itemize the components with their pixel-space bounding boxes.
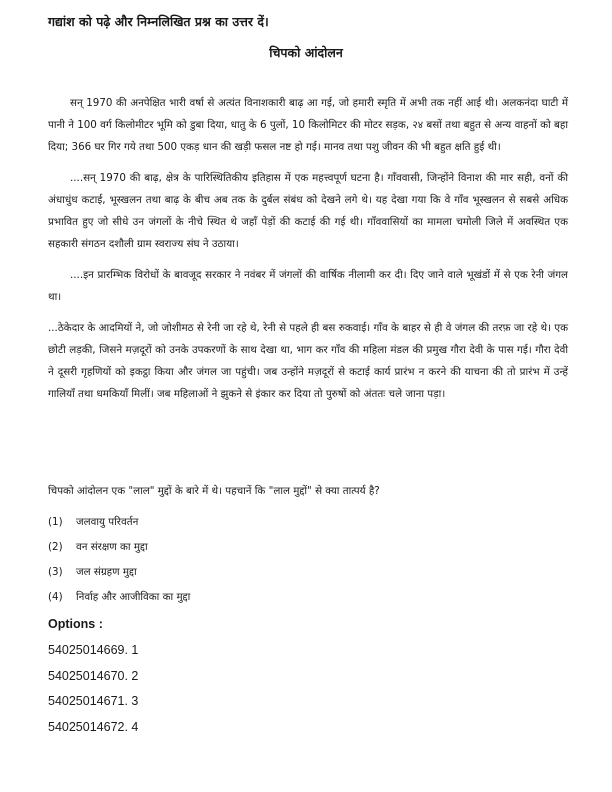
passage-paragraph-2: ....सन् 1970 की बाढ़, क्षेत्र के पारिस्थितिकीय इतिहास में एक महत्त्वपूर्ण घटना है। गाँववासी, जिन्होंने विनाश की मार सही, वनों की अंधाधुंध कटाई, भूस्खलन तथा बाढ़ के बीच अब तक के दुर्बल संबंध को देखने लगे थे। यह देखा गया कि वे गाँव भूस्खलन से सबसे अधिक प्रभावित हुए जो सीधे उन जंगलों के नीचे स्थित थे जहाँ पेड़ों की कटाई की गई थी। गाँववासियों का मामला चमोली जिले में अवस्थित एक सहकारी संगठन दशौली ग्राम स्वराज्य संघ ने उठाया।: [48, 172, 568, 250]
answer-choices: [48, 512, 348, 612]
option-code: 54025014669. 1: [48, 643, 139, 657]
answer-choice: [48, 587, 348, 612]
choice-text: वन संरक्षण का मुद्दा: [76, 541, 148, 553]
question-text: चिपको आंदोलन एक "लाल" मुद्दों के बारे में थे। पहचानें कि "लाल मुद्दों" से क्या तात्पर्य है?: [48, 485, 380, 497]
passage-paragraph-3: ....इन प्रारम्भिक विरोधों के बावजूद सरकार ने नवंबर में जंगलों की वार्षिक नीलामी कर दी। दिए जाने वाले भूखंडों में से एक रेनी जंगल था।: [48, 269, 568, 303]
answer-choice: [48, 537, 348, 562]
passage-title: चिपको आंदोलन: [269, 45, 343, 60]
option-code: 54025014672. 4: [48, 719, 139, 734]
instruction-heading: गद्यांश को पढ़े और निम्नलिखित प्रश्न का उत्तर दें।: [48, 14, 269, 29]
choice-text: जलवायु परिवर्तन: [76, 516, 139, 528]
answer-choice: [48, 512, 348, 537]
passage: [48, 92, 568, 414]
passage-paragraph-4: ...ठेकेदार के आदमियों ने, जो जोशीमठ से रेनी जा रहे थे, रेनी से पहले ही बस रुकवाई। गाँव के बाहर से ही वे जंगल की तरफ़ जा रहे थे। एक छोटी लड़की, जिसने मज़दूरों को उनके उपकरणों के साथ देखा था, भाग कर गाँव की महिला मंडल की प्रमुख गौरा देवी के पास गई। गौरा देवी ने दूसरी गृहणियों को इकट्ठा किया और जंगल जा पहुंची। जब उन्होंने मज़दूरों से कटाई कार्य प्रारंभ न करने की याचना की तो प्रारंभ में उन्हें गालियाँ तथा धमकियाँ मिलीं। जब महिलाओं ने झुकने से इंकार कर दिया तो पुरुषों को अंततः चले जाना पड़ा।: [48, 322, 568, 400]
choice-text: निर्वाह और आजीविका का मुद्दा: [76, 591, 191, 603]
answer-choice: [48, 562, 348, 587]
options-label: Options :: [48, 617, 103, 631]
option-code: 54025014671. 3: [48, 694, 139, 708]
choice-number: (4): [48, 591, 63, 603]
option-code-list: [48, 642, 138, 744]
choice-number: (1): [48, 516, 63, 528]
choice-number: (3): [48, 566, 63, 578]
choice-number: (2): [48, 541, 63, 553]
passage-paragraph-1: सन् 1970 की अनपेक्षित भारी वर्षा से अत्यंत विनाशकारी बाढ़ आ गई, जो हमारी स्मृति में अभी तक नहीं आई थी। अलकनंदा घाटी में पानी ने 100 वर्ग किलोमीटर भूमि को डुबा दिया, धातु के 6 पुलों, 10 किलोमिटर की मोटर सड़क, २४ बसों तथा बहुत से अन्य वाहनों को बहा दिया; 366 घर गिर गये तथा 500 एकड़ धान की खड़ी फसल नष्ट हो गई। मानव तथा पशु जीवन की भी बहुत क्षति हुई थी।: [48, 97, 568, 153]
choice-text: जल संग्रहण मुद्दा: [76, 566, 137, 578]
option-code: 54025014670. 2: [48, 668, 139, 683]
